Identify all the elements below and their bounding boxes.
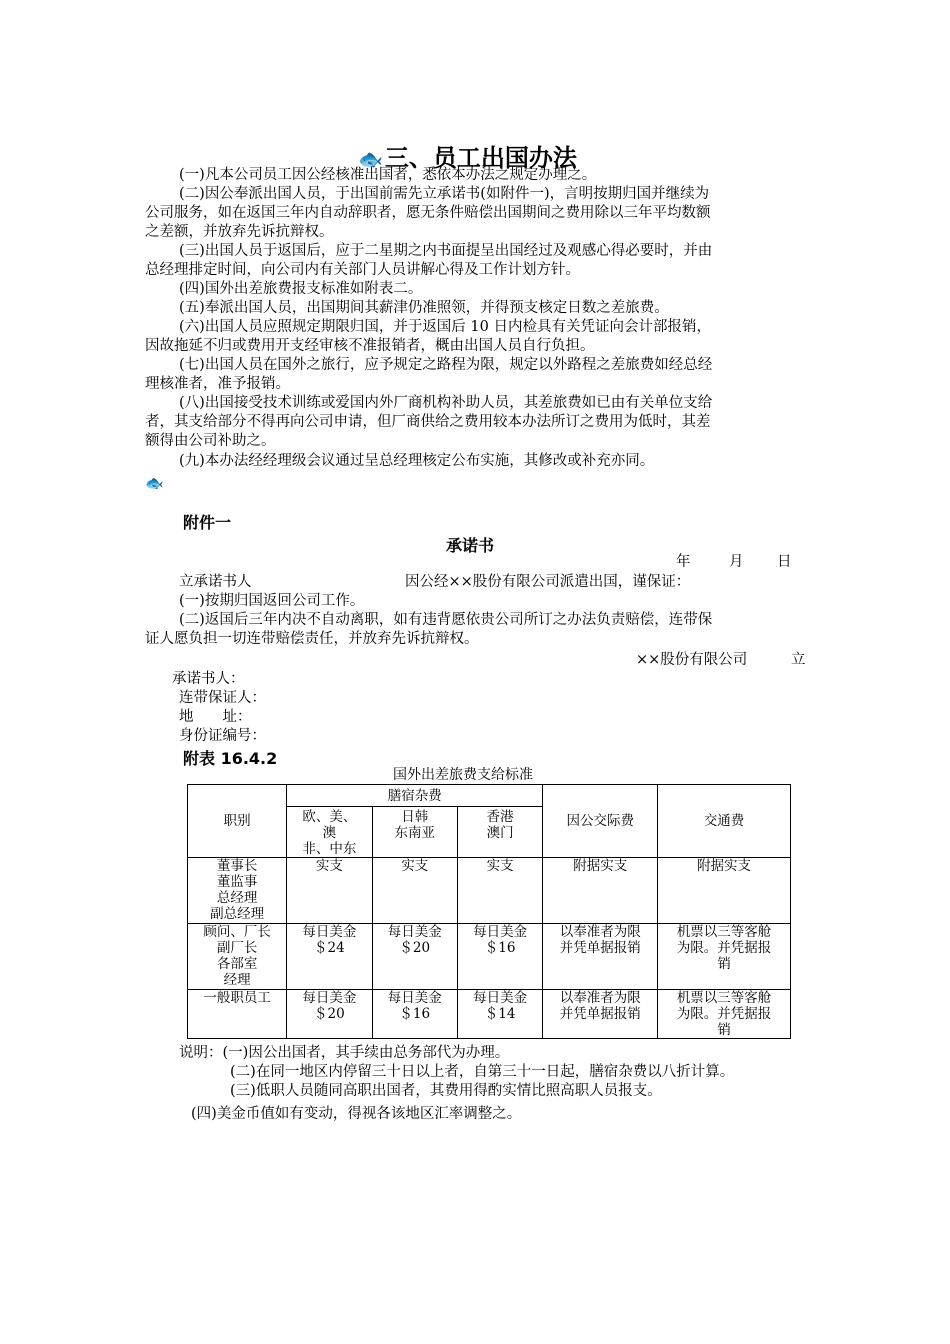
rule-line: 额得由公司补助之。 [145, 433, 276, 449]
address-field: 地 址： [179, 709, 252, 725]
rule-line: 公司服务，如在返国三年内自动辞职者，愿无条件赔偿出国期间之费用除以三年平均数额 [145, 205, 711, 221]
cell-value: 每日美金 ＄20 [287, 990, 372, 1039]
rule-line: (五)奉派出国人员，出国期间其薪津仍准照领，并得预支核定日数之差旅费。 [179, 300, 669, 316]
cell-value: 实支 [457, 858, 542, 924]
rule-line: 者，其支给部分不得再向公司申请，但厂商供给之费用较本办法所订之费用为低时，其差 [145, 414, 711, 430]
cell-value: 每日美金 ＄24 [287, 924, 372, 990]
company-suffix: 立 [791, 652, 806, 668]
rule-line: (七)出国人员在国外之旅行，应予规定之路程为限，规定以外路程之差旅费如经总经 [179, 357, 713, 373]
table-label: 附表 16.4.2 [183, 749, 278, 768]
table-row [188, 990, 791, 1039]
rule-line: (一)凡本公司员工因公经核准出国者，悉依本办法之规定办理之。 [179, 167, 597, 183]
rule-line: 总经理排定时间，向公司内有关部门人员讲解心得及工作计划方针。 [145, 262, 580, 278]
rule-line: 因故拖延不归或费用开支经审核不准报销者，概由出国人员自行负担。 [145, 338, 595, 354]
note-line: 说明：(一)因公出国者，其手续由总务部代为办理。 [179, 1045, 510, 1061]
cell-rank: 顾问、厂长 副厂长 各部室 经理 [188, 924, 287, 990]
rule-line: (三)出国人员于返国后，应于二星期之内书面提呈出国经过及观感心得必要时，并由 [179, 243, 713, 259]
table-row [188, 924, 791, 990]
pledger-label: 立承诺书人 [179, 574, 252, 590]
note-line: (二)在同一地区内停留三十日以上者，自第三十一日起，膳宿杂费以八折计算。 [230, 1064, 735, 1080]
date-month: 月 [729, 554, 744, 570]
header-rank: 职别 [188, 785, 287, 858]
header-region: 香港 澳门 [457, 807, 542, 858]
allowance-table [187, 784, 791, 1039]
cell-transport: 机票以三等客舱 为限。并凭据报 销 [658, 990, 791, 1039]
rule-line: 之差额，并放弃先诉抗辩权。 [145, 224, 334, 240]
cell-transport: 机票以三等客舱 为限。并凭据报 销 [658, 924, 791, 990]
rule-line: (二)因公奉派出国人员，于出国前需先立承诺书(如附件一)，言明按期归国并继续为 [179, 186, 710, 202]
header-region: 欧、美、 澳 非、中东 [287, 807, 372, 858]
cell-value: 每日美金 ＄14 [457, 990, 542, 1039]
cell-rank: 一般职员工 [188, 990, 287, 1039]
cell-transport: 附据实支 [658, 858, 791, 924]
note-line: (四)美金币值如有变动，得视各该地区汇率调整之。 [191, 1106, 522, 1122]
pledge-item: (二)返国后三年内决不自动离职，如有违背愿依贵公司所订之办法负责赔偿，连带保 [179, 612, 713, 628]
table-title: 国外出差旅费支给标准 [393, 767, 533, 783]
cell-social: 附据实支 [543, 858, 658, 924]
fish-icon: 🐟 [358, 147, 383, 171]
rule-line: (八)出国接受技术训练或爱国内外厂商机构补助人员，其差旅费如已由有关单位支给 [179, 395, 713, 411]
company-name: ××股份有限公司 [636, 652, 748, 668]
signer-field: 承诺书人： [172, 671, 245, 687]
header-region: 日韩 东南亚 [372, 807, 457, 858]
cell-value: 每日美金 ＄16 [372, 990, 457, 1039]
note-line: (三)低职人员随同高职出国者，其费用得酌实情比照高职人员报支。 [230, 1083, 662, 1099]
cell-value: 每日美金 ＄20 [372, 924, 457, 990]
header-transport: 交通费 [658, 785, 791, 858]
page-title: 🐟三、员工出国办法 [358, 144, 577, 172]
cell-value: 每日美金 ＄16 [457, 924, 542, 990]
rule-line: (九)本办法经经理级会议通过呈总经理核定公布实施，其修改或补充亦同。 [179, 453, 655, 469]
pledge-item: (一)按期归国返回公司工作。 [179, 593, 365, 609]
rule-line: (六)出国人员应照规定期限归国，并于返国后 10 日内检具有关凭证向会计部报销， [179, 319, 711, 335]
rule-line: (四)国外出差旅费报支标准如附表二。 [179, 281, 423, 297]
header-lodging: 膳宿杂费 [287, 785, 543, 807]
id-field: 身份证编号： [179, 728, 266, 744]
cell-value: 实支 [372, 858, 457, 924]
pledge-item: 证人愿负担一切连带赔偿责任，并放弃先诉抗辩权。 [145, 631, 479, 647]
date-day: 日 [777, 554, 792, 570]
annex-title: 承诺书 [446, 536, 495, 555]
table-row [188, 858, 791, 924]
rule-line: 理核准者，准予报销。 [145, 376, 290, 392]
cell-social: 以奉准者为限 并凭单据报销 [543, 990, 658, 1039]
pledge-statement: 因公经××股份有限公司派遣出国，谨保证： [405, 574, 691, 590]
header-social: 因公交际费 [543, 785, 658, 858]
date-year: 年 [676, 554, 691, 570]
cell-social: 以奉准者为限 并凭单据报销 [543, 924, 658, 990]
cell-value: 实支 [287, 858, 372, 924]
annex-label: 附件一 [183, 513, 232, 532]
guarantor-field: 连带保证人： [179, 690, 266, 706]
cell-rank: 董事长 董监事 总经理 副总经理 [188, 858, 287, 924]
fish-icon: 🐟 [145, 474, 164, 492]
